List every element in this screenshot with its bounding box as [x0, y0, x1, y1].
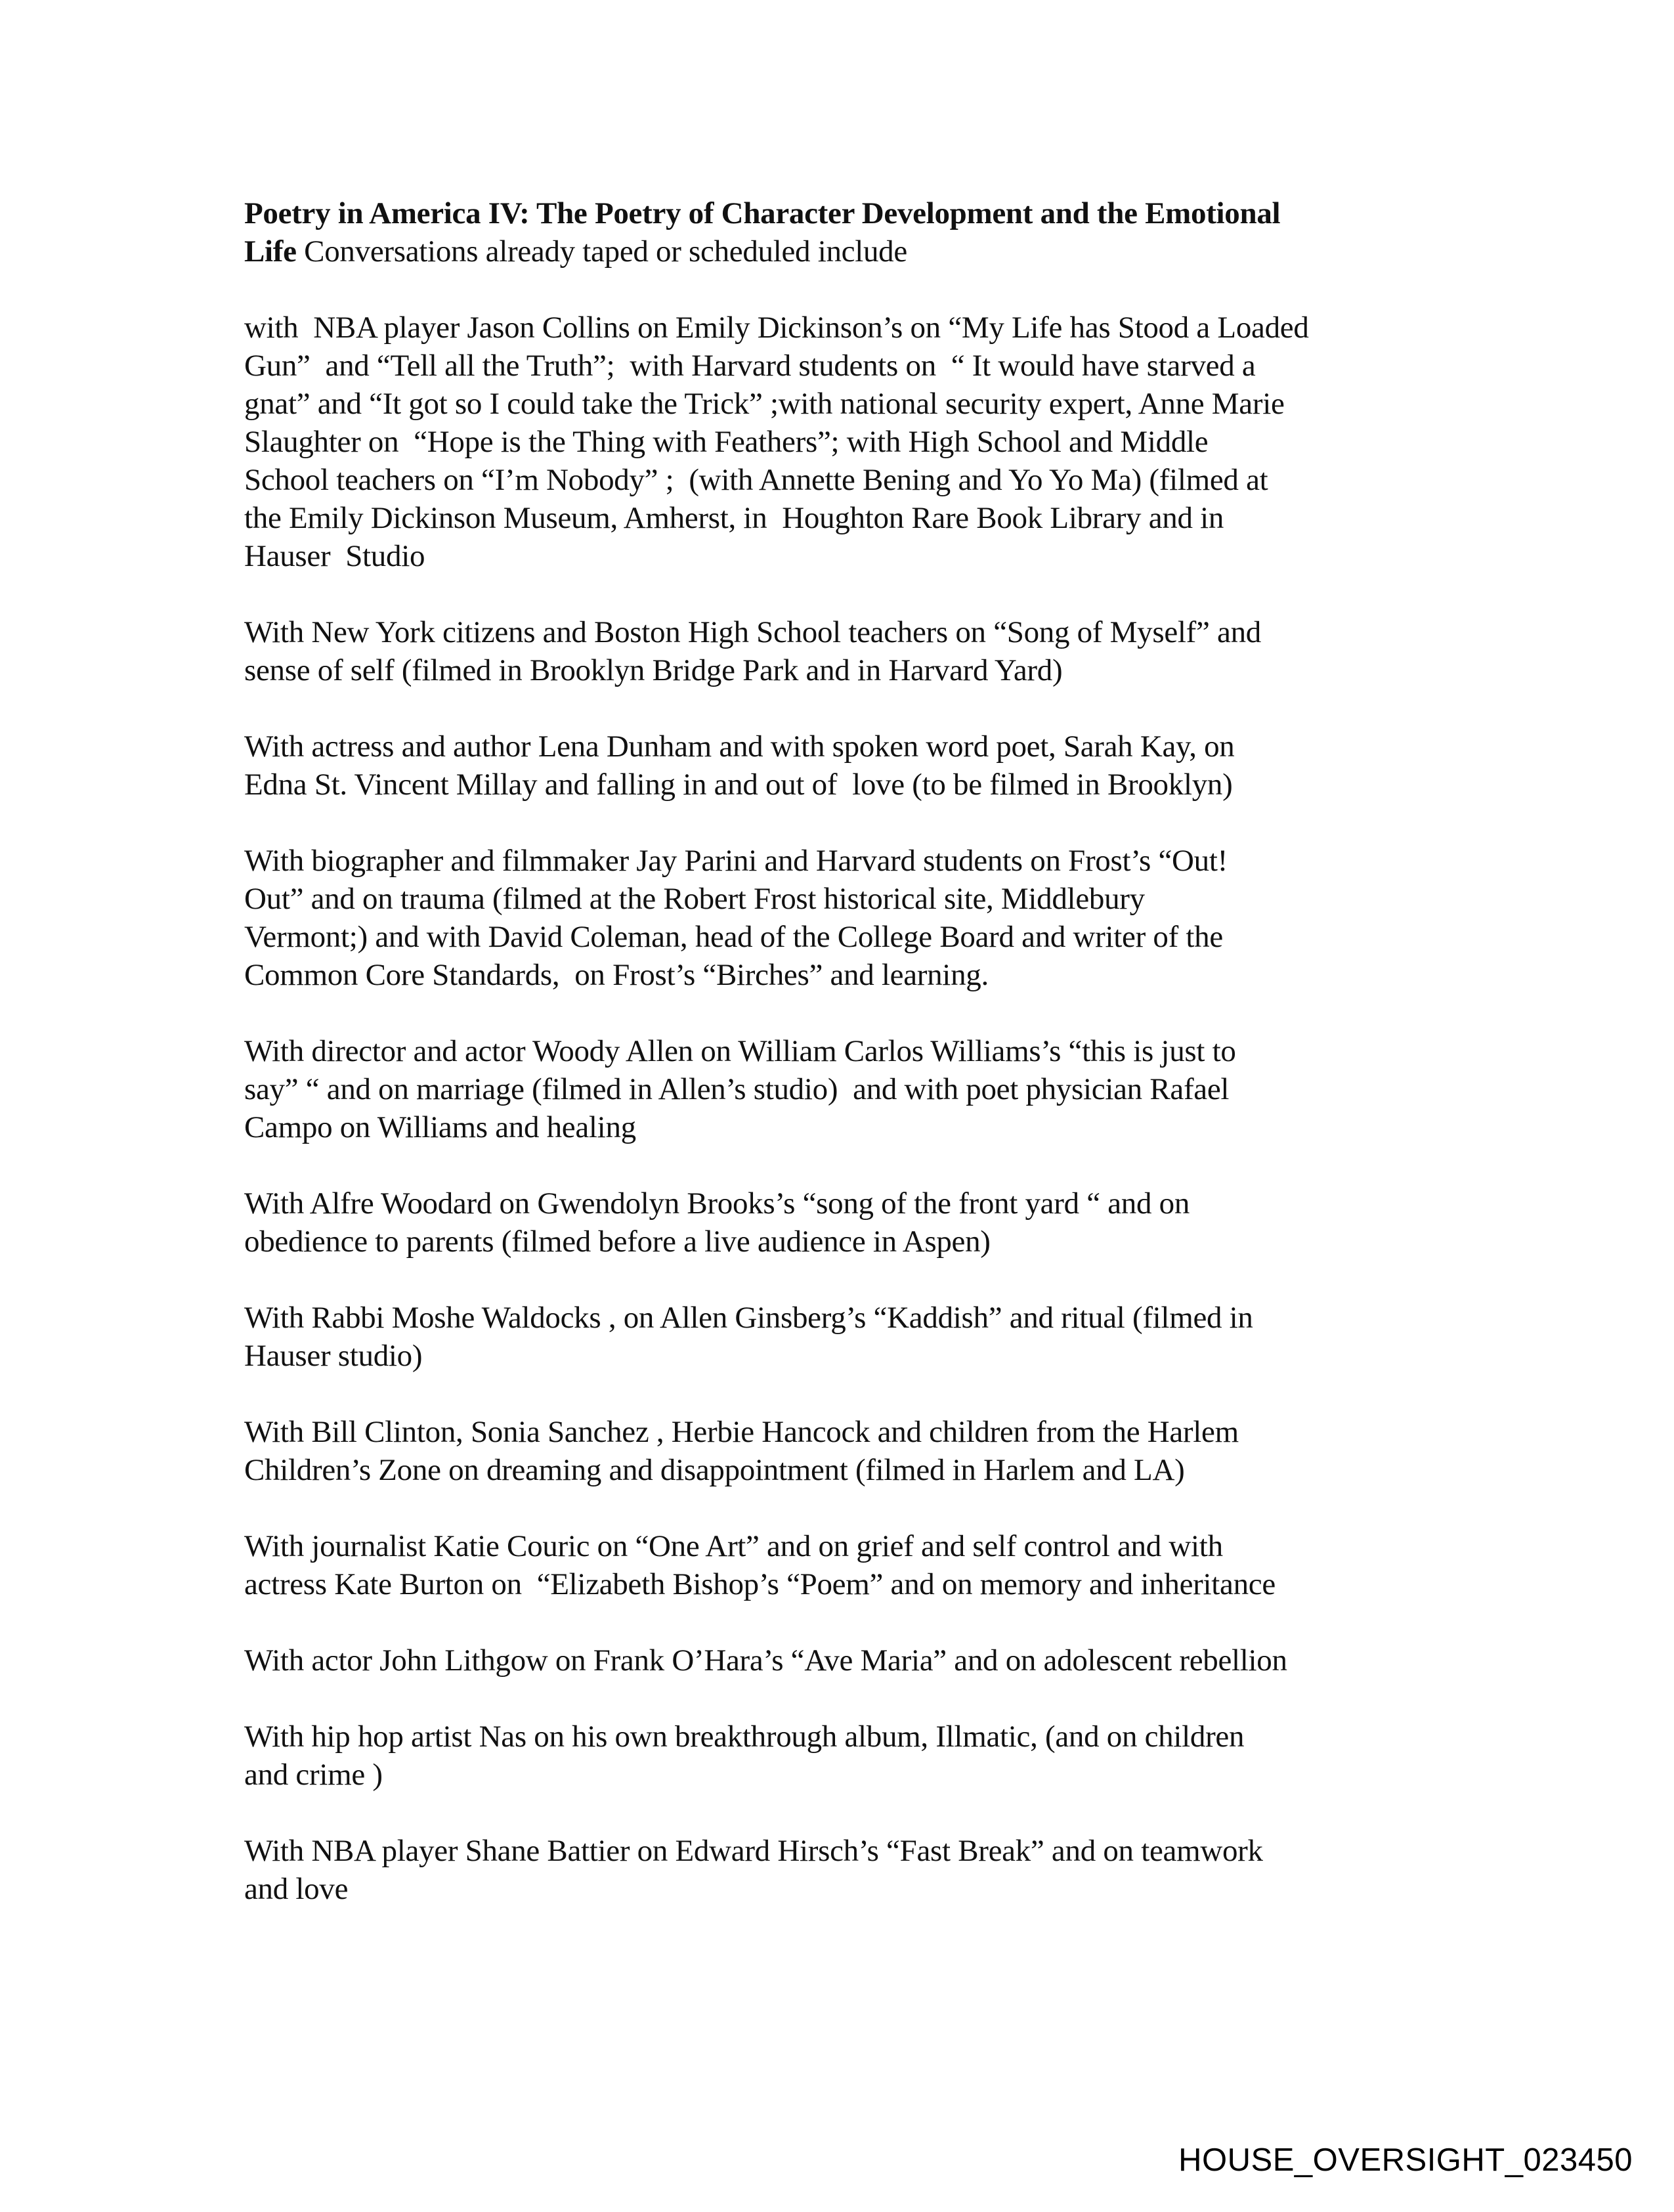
paragraph-line: Slaughter on “Hope is the Thing with Feathers”; with High School and Middle [244, 425, 1209, 459]
conversation-list [244, 309, 1492, 1908]
conversation-paragraph [244, 1299, 1492, 1375]
paragraph-line: actress Kate Burton on “Elizabeth Bishop’s “Poem” and on memory and inheritance [244, 1567, 1276, 1601]
conversation-paragraph [244, 1413, 1492, 1489]
conversation-paragraph [244, 1641, 1492, 1680]
paragraph-line: With biographer and filmmaker Jay Parini and Harvard students on Frost’s “Out! [244, 844, 1228, 878]
conversation-paragraph [244, 1032, 1492, 1146]
paragraph-line: Vermont;) and with David Coleman, head of the College Board and writer of the [244, 920, 1223, 954]
paragraph-line: With hip hop artist Nas on his own breakthrough album, Illmatic, (and on children [244, 1720, 1245, 1754]
paragraph-line: Out” and on trauma (filmed at the Robert Frost historical site, Middlebury [244, 882, 1145, 916]
bates-stamp: HOUSE_OVERSIGHT_023450 [1178, 2142, 1633, 2178]
paragraph-line: With NBA player Shane Battier on Edward Hirsch’s “Fast Break” and on teamwork [244, 1834, 1263, 1868]
paragraph-line: the Emily Dickinson Museum, Amherst, in Houghton Rare Book Library and in [244, 501, 1224, 535]
heading-title-end: Life [244, 234, 297, 269]
document-body [244, 194, 1492, 1946]
paragraph-line: Edna St. Vincent Millay and falling in and out of love (to be filmed in Brooklyn) [244, 768, 1233, 802]
paragraph-line: With New York citizens and Boston High School teachers on “Song of Myself” and [244, 615, 1261, 649]
paragraph-line: and crime ) [244, 1758, 383, 1792]
document-heading [244, 194, 1492, 271]
paragraph-line: gnat” and “It got so I could take the Trick” ;with national security expert, Anne Marie [244, 387, 1285, 421]
conversation-paragraph [244, 613, 1492, 689]
paragraph-line: say” “ and on marriage (filmed in Allen’s studio) and with poet physician Rafael [244, 1072, 1230, 1106]
paragraph-line: with NBA player Jason Collins on Emily Dickinson’s on “My Life has Stood a Loaded [244, 311, 1309, 345]
conversation-paragraph [244, 842, 1492, 994]
paragraph-line: Gun” and “Tell all the Truth”; with Harvard students on “ It would have starved a [244, 349, 1256, 383]
paragraph-line: Hauser Studio [244, 539, 425, 573]
paragraph-line: With director and actor Woody Allen on William Carlos Williams’s “this is just to [244, 1034, 1236, 1068]
paragraph-line: Campo on Williams and healing [244, 1110, 636, 1144]
paragraph-line: With Rabbi Moshe Waldocks , on Allen Ginsberg’s “Kaddish” and ritual (filmed in [244, 1301, 1253, 1335]
conversation-paragraph [244, 1832, 1492, 1908]
paragraph-line: and love [244, 1872, 349, 1906]
paragraph-line: obedience to parents (filmed before a live audience in Aspen) [244, 1225, 991, 1259]
paragraph-line: With Alfre Woodard on Gwendolyn Brooks’s “song of the front yard “ and on [244, 1186, 1190, 1221]
paragraph-line: With actress and author Lena Dunham and with spoken word poet, Sarah Kay, on [244, 729, 1235, 764]
paragraph-line: Children’s Zone on dreaming and disappointment (filmed in Harlem and LA) [244, 1453, 1185, 1487]
paragraph-line: With Bill Clinton, Sonia Sanchez , Herbie Hancock and children from the Harlem [244, 1415, 1239, 1449]
conversation-paragraph [244, 727, 1492, 804]
paragraph-line: With journalist Katie Couric on “One Art” and on grief and self control and with [244, 1529, 1223, 1563]
conversation-paragraph [244, 1527, 1492, 1603]
paragraph-line: With actor John Lithgow on Frank O’Hara’s “Ave Maria” and on adolescent rebellion [244, 1643, 1287, 1678]
heading-subtitle: Conversations already taped or scheduled include [296, 234, 907, 269]
conversation-paragraph [244, 1184, 1492, 1261]
conversation-paragraph [244, 309, 1492, 575]
heading-title-line: Poetry in America IV: The Poetry of Character Development and the Emotional [244, 196, 1281, 230]
conversation-paragraph [244, 1718, 1492, 1794]
paragraph-line: sense of self (filmed in Brooklyn Bridge Park and in Harvard Yard) [244, 653, 1063, 687]
heading-second-line [244, 232, 1492, 271]
paragraph-line: School teachers on “I’m Nobody” ; (with Annette Bening and Yo Yo Ma) (filmed at [244, 463, 1268, 497]
paragraph-line: Hauser studio) [244, 1339, 423, 1373]
paragraph-line: Common Core Standards, on Frost’s “Birches” and learning. [244, 958, 989, 992]
